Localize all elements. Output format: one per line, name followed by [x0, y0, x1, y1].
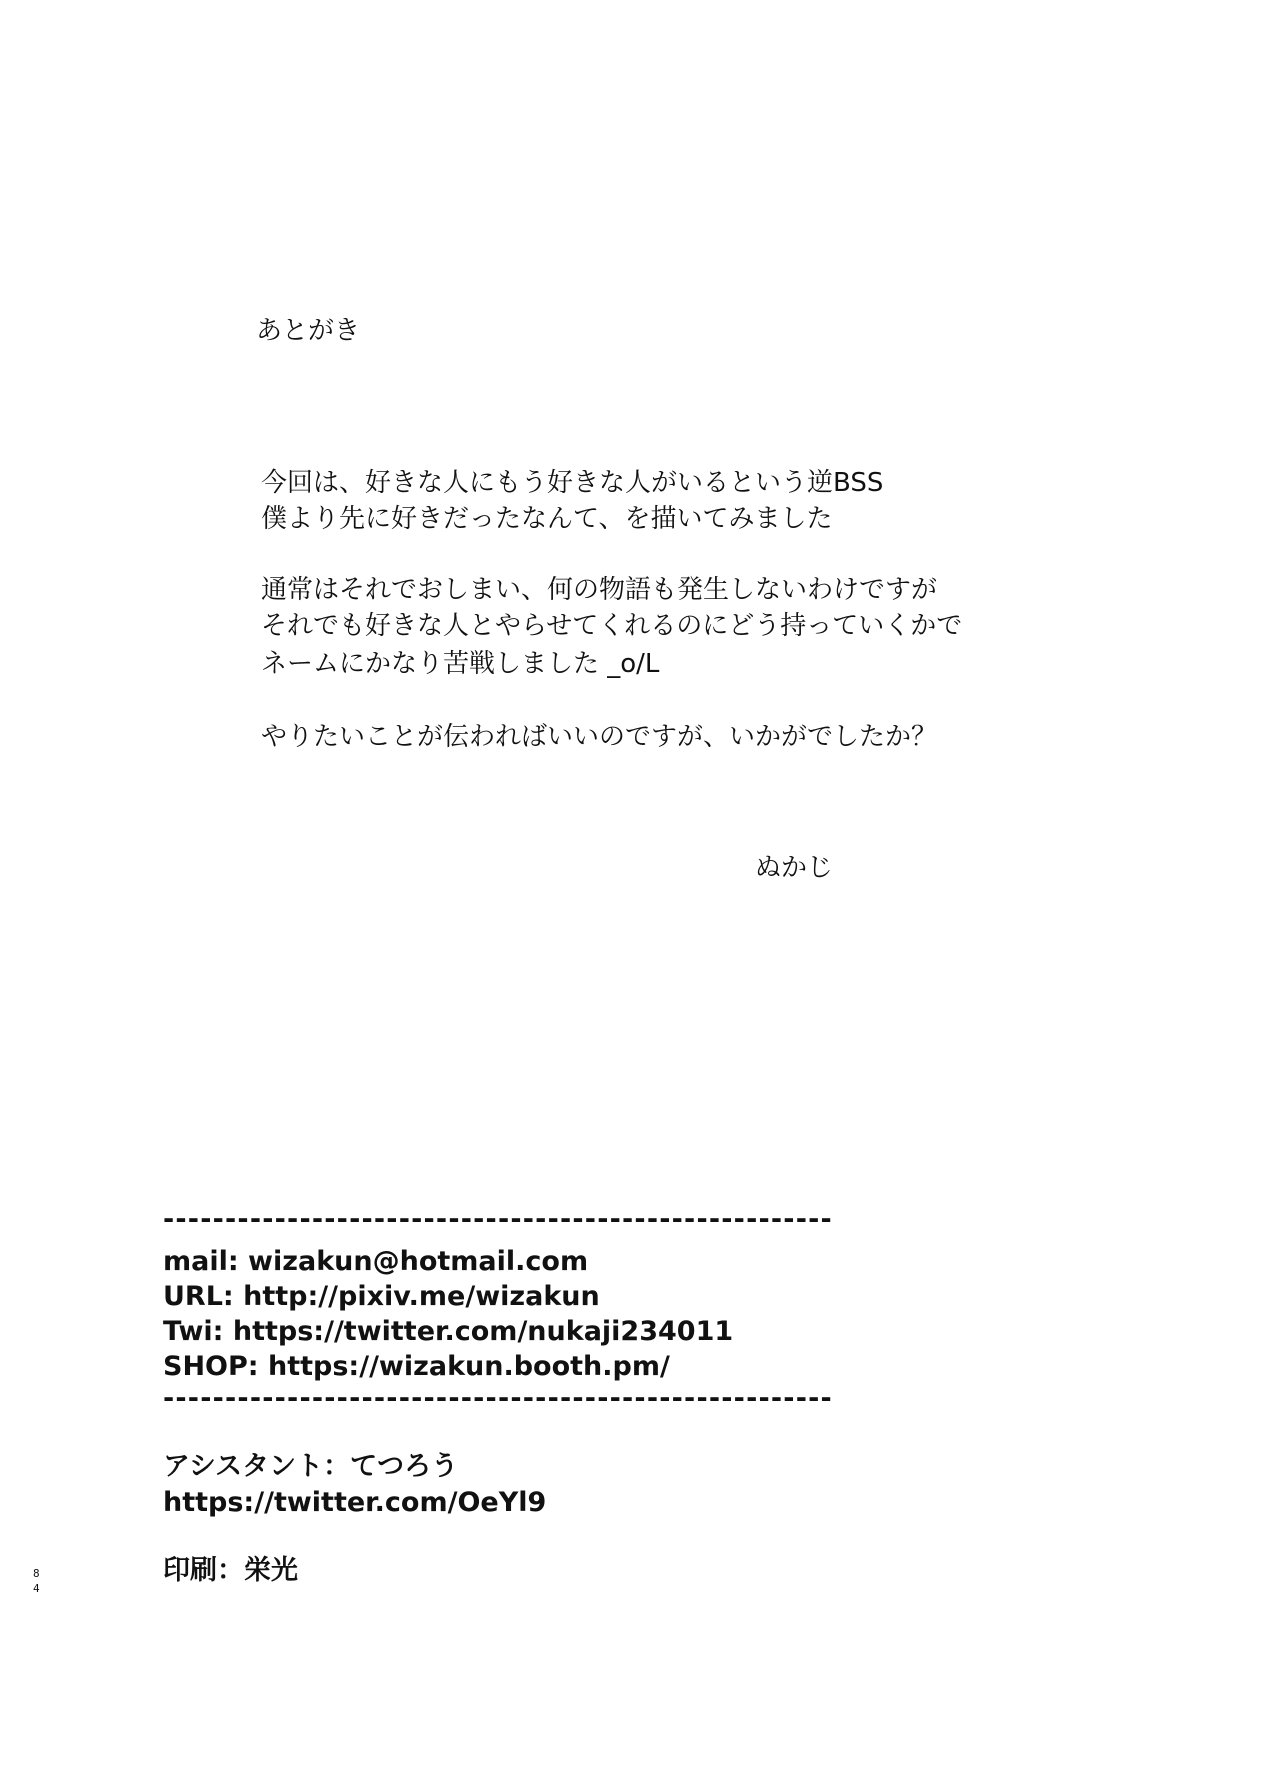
page-number-digit: 8 [33, 1567, 40, 1580]
contact-twitter: Twi: https://twitter.com/nukaji234011 [163, 1316, 734, 1347]
body-line: ネームにかなり苦戦しました _o/L [261, 649, 660, 679]
body-line: やりたいことが伝わればいいのですが、いかがでしたか？ [261, 722, 938, 752]
assistant-url: https://twitter.com/OeYl9 [163, 1487, 547, 1518]
page-number-digit: 4 [33, 1582, 40, 1595]
body-line: 通常はそれでおしまい、何の物語も発生しないわけですが [261, 575, 938, 605]
body-line: 今回は、好きな人にもう好きな人がいるという逆BSS [261, 468, 884, 498]
body-line: それでも好きな人とやらせてくれるのにどう持っていくかで [261, 611, 963, 641]
contact-mail: mail: wizakun@hotmail.com [163, 1246, 589, 1277]
body-line: 僕より先に好きだったなんて、を描いてみました [261, 504, 833, 534]
afterword-title: あとがき [256, 316, 361, 346]
printer-credit: 印刷：栄光 [163, 1555, 298, 1586]
assistant-credit: アシスタント：てつろう [163, 1451, 459, 1482]
contact-url: URL: http://pixiv.me/wizakun [163, 1281, 600, 1312]
divider-top: ------------------------------------------------------ [163, 1204, 833, 1235]
divider-bottom: ------------------------------------------------------ [163, 1383, 833, 1414]
author-signature: ぬかじ [755, 853, 834, 883]
contact-shop: SHOP: https://wizakun.booth.pm/ [163, 1351, 670, 1382]
